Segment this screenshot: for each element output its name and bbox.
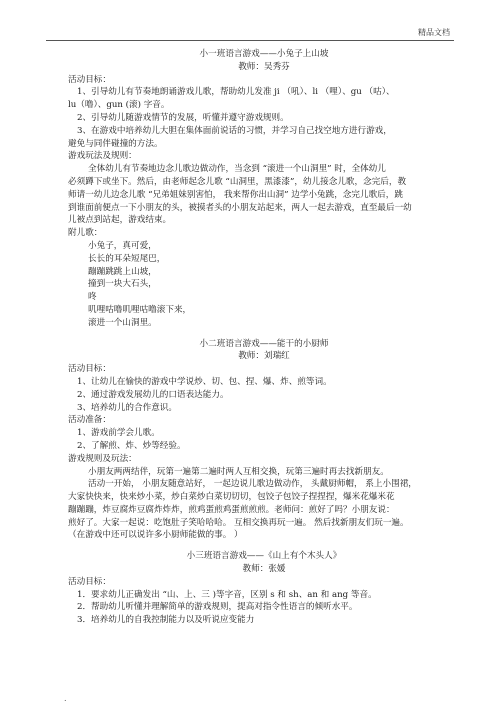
body-line: 2．帮助幼儿听懂并理解简单的游戏规则，提高对指令性语言的倾听水平。 (77, 602, 358, 613)
body-line: 小兔子，真可爱， (88, 240, 157, 251)
teacher-line: 教师：刘瑞红 (238, 351, 290, 362)
header-label: 精品文档 (418, 28, 450, 37)
body-line: 咚 (88, 292, 97, 303)
section-title: 小一班语言游戏——小兔子上山坡 (199, 49, 329, 59)
body-line: 避免与同伴碰撞的方法。 (68, 138, 163, 149)
body-line: 2、引导幼儿随游戏情节的发展，听懂并遵守游戏规则。 (77, 112, 289, 123)
body-line: 滚进一个山洞里。 (88, 317, 157, 328)
body-line: 蹦蹦跳跳上山坡， (88, 266, 157, 277)
section-gap (68, 330, 460, 338)
document-body (68, 48, 460, 627)
body-line: 1、引导幼儿有节奏地朗诵游戏儿歌，帮助幼儿发准 ji （吼）、li （哩）、gu （咕）、 (77, 87, 395, 98)
body-line: 师请一幼儿边念儿歌 “兄弟姐妹别害怕， 我来帮你出山洞” 边学小兔跳，念完儿歌后，跳 (68, 189, 403, 200)
body-line: 儿被点到站起，游戏结束。 (68, 215, 172, 226)
body-line: 活动一开始， 小朋友随意站好， 一起边说儿歌边做动作， 头戴厨师帽， 系上小围裙， (88, 479, 417, 490)
body-line: 1．要求幼儿正确发出 “山、上、三 )等字音，区别 s 和 sh、an 和 ang 等音。 (77, 589, 377, 600)
body-line: 活动目标： (68, 576, 111, 587)
teacher-line: 教师：吴秀芬 (238, 61, 290, 72)
teacher-line: 教师：张媛 (242, 564, 286, 575)
body-line: 3、培养幼儿的合作意识。 (77, 402, 177, 413)
body-line: 1、游戏前学会儿歌。 (77, 428, 160, 439)
section-gap (68, 542, 460, 550)
body-line: 蹦蹦蹦，炸豆腐炸豆腐炸炸炸，煎鸡蛋煎鸡蛋煎煎煎。老师问：煎好了吗？小朋友说： (68, 504, 395, 515)
body-line: 3、在游戏中培养幼儿大胆在集体面前说话的习惯，并学习自己找空地方进行游戏， (77, 125, 392, 136)
body-line: 必须蹲下或坐下。然后，由老师起念儿歌 “山洞里，黑漆漆”，幼儿接念儿歌，念完后，教 (68, 176, 407, 187)
body-line: 大家快快来，快来炒小菜，炒白菜炒白菜切切切，包饺子包饺子捏捏捏，爆米花爆米花 (68, 492, 395, 503)
section-title: 小二班语言游戏——能干的小厨师 (199, 338, 329, 349)
body-line: 附儿歌： (68, 228, 103, 239)
body-line: 2、通过游戏发展幼儿的口语表达能力。 (77, 389, 229, 400)
body-line: 长长的耳朵短尾巴， (88, 253, 166, 264)
body-line: 到谁面前便点一下小朋友的头，被摸者头的小朋友站起来，两人一起去游戏，直至最后一幼 (68, 202, 412, 213)
body-line: 全体幼儿有节奏地边念儿歌边做动作，当念到 “滚进一个山洞里” 时，全体幼儿 (88, 164, 386, 175)
section-title: 小三班语言游戏——《山上有个木头人》 (186, 551, 342, 562)
body-line: 2、了解煎、炸、炒等经验。 (77, 440, 186, 451)
body-line: 煎好了。大家一起说：吃饱肚子笑哈哈哈。 互相交换再玩一遍。 然后找新朋友们玩一遍。 (68, 517, 409, 528)
header-divider (46, 40, 454, 41)
body-line: 游戏玩法及规则： (68, 151, 137, 162)
body-line: 3．培养幼儿的自我控制能力以及听说应变能力 (77, 615, 255, 626)
body-line: 游戏规则及玩法： (68, 453, 137, 464)
body-line: 1、让幼儿在愉快的游戏中学说炒、切、包、捏、爆、炸、煎等词。 (77, 376, 332, 387)
body-line: （在游戏中还可以说许多小厨师能做的事。 ） (68, 530, 243, 541)
body-line: 叽哩咕噜叽哩咕噜滚下来， (88, 304, 192, 315)
footer-mark: . (64, 694, 67, 703)
body-line: 活动目标： (68, 364, 111, 375)
body-line: 撞到一块大石头， (88, 279, 157, 290)
body-line: 小朋友两两结伴，玩第一遍第二遍时两人互相交换，玩第三遍时再去找新朋友。 (88, 466, 389, 477)
body-line: lu（噜）、gun (滚) 字音。 (68, 100, 170, 111)
body-line: 活动目标： (68, 74, 111, 85)
body-line: 活动准备： (68, 415, 111, 426)
